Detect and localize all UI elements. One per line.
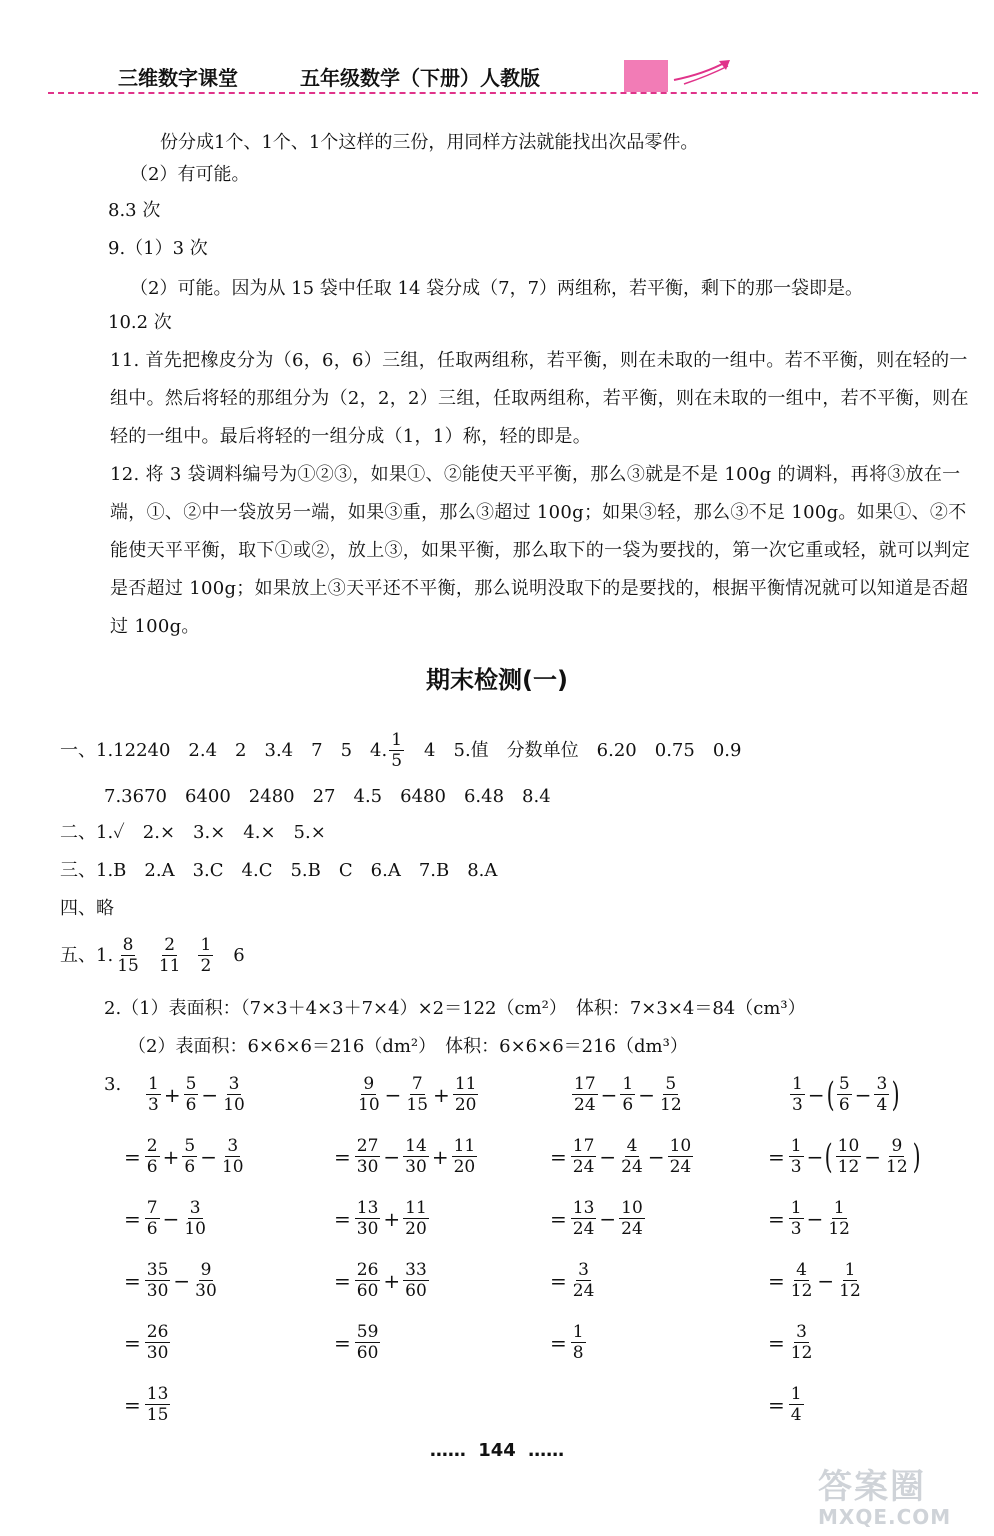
- fraction-denominator: 20: [454, 1095, 477, 1115]
- part5-q2a: 2.（1）表面积：（7×3＋4×3＋7×4）×2＝122（cm²） 体积：7×3×4＝84（cm³）: [104, 998, 806, 1019]
- calc-c2-step-5: [334, 1322, 382, 1363]
- operator: −: [854, 1082, 872, 1107]
- fraction: [572, 1074, 598, 1115]
- part3-line: 三、1.B 2.A 3.C 4.C 5.B C 6.A 7.B 8.A: [60, 860, 498, 881]
- header-series: 三维数字课堂: [118, 66, 238, 90]
- answer-line-5: （2）可能。因为从 15 袋中任取 14 袋分成（7，7）两组称，若平衡，剩下的那一袋即是。: [130, 278, 864, 299]
- equals-sign: =: [124, 1206, 141, 1231]
- fraction: [184, 1074, 199, 1115]
- fraction-numerator: 9: [363, 1074, 375, 1094]
- part1-fraction: [389, 730, 404, 771]
- part5-q3-label: 3.: [104, 1074, 122, 1095]
- fraction-denominator: 6: [184, 1157, 196, 1177]
- fraction: [182, 1136, 197, 1177]
- operator: −: [806, 1144, 824, 1169]
- operator: −: [807, 1082, 825, 1107]
- fraction: [145, 1384, 171, 1425]
- answer-line-2: （2）有可能。: [130, 164, 250, 185]
- page-number: 144: [478, 1440, 516, 1461]
- part1-suffix: 4 5.值 分数单位 6.20 0.75 0.9: [406, 739, 742, 761]
- calc-c1-step-3: [124, 1198, 210, 1239]
- calc-c3-step-5: [550, 1322, 588, 1363]
- fraction-denominator: 12: [886, 1157, 908, 1177]
- fraction: [668, 1136, 694, 1177]
- fraction-denominator: 30: [146, 1343, 169, 1363]
- part5-fraction-3-num: 1: [200, 935, 212, 955]
- calc-c1-step-4: [124, 1260, 221, 1301]
- calc-c2-step-2: [334, 1136, 479, 1177]
- equals-sign: =: [768, 1144, 785, 1169]
- fraction-denominator: 24: [572, 1219, 595, 1239]
- parenthesis: (: [825, 1136, 833, 1177]
- fraction-numerator: 3: [876, 1074, 888, 1094]
- fraction: [355, 1136, 381, 1177]
- fraction-numerator: 3: [189, 1198, 201, 1218]
- fraction: [145, 1260, 171, 1301]
- calc-c4-step-2: [768, 1136, 921, 1177]
- fraction-numerator: 35: [146, 1260, 169, 1280]
- part5-tail: 6: [233, 944, 245, 966]
- fraction-numerator: 1: [572, 1322, 584, 1342]
- fraction-denominator: 30: [195, 1281, 217, 1301]
- operator: −: [638, 1082, 655, 1107]
- fraction-numerator: 9: [891, 1136, 903, 1156]
- fraction: [571, 1198, 597, 1239]
- operator: +: [433, 1082, 450, 1107]
- watermark-text-1: 答案圈: [818, 1467, 926, 1507]
- fraction: [571, 1260, 597, 1301]
- fraction-numerator: 1: [833, 1198, 845, 1218]
- fraction-denominator: 12: [660, 1095, 682, 1115]
- fraction: [146, 1074, 161, 1115]
- fraction-denominator: 8: [572, 1343, 584, 1363]
- fraction: [658, 1074, 684, 1115]
- page-footer: [0, 1440, 994, 1461]
- fraction-numerator: 26: [146, 1322, 169, 1342]
- parenthesis: ): [891, 1074, 900, 1115]
- fraction-numerator: 13: [572, 1198, 595, 1218]
- fraction-numerator: 1: [790, 1198, 802, 1218]
- operator: +: [162, 1144, 180, 1169]
- part4-line: 四、略: [60, 898, 114, 919]
- fraction-numerator: 11: [405, 1198, 427, 1218]
- equals-sign: =: [334, 1144, 351, 1169]
- equals-sign: =: [334, 1330, 351, 1355]
- fraction-numerator: 10: [837, 1136, 860, 1156]
- part2-line: 二、1.✓ 2.× 3.× 4.× 5.×: [60, 822, 326, 843]
- fraction-numerator: 3: [796, 1322, 807, 1342]
- part5-q2b: （2）表面积：6×6×6＝216（dm²） 体积：6×6×6＝216（dm³）: [128, 1036, 688, 1057]
- fraction: [221, 1074, 247, 1115]
- operator: +: [163, 1082, 181, 1107]
- operator: −: [864, 1144, 882, 1169]
- fraction-numerator: 13: [356, 1198, 379, 1218]
- equals-sign: =: [124, 1392, 141, 1417]
- fraction-denominator: 3: [790, 1219, 802, 1239]
- fraction-numerator: 10: [621, 1198, 643, 1218]
- part5-fraction-2-den: 11: [158, 956, 181, 976]
- fraction-denominator: 12: [828, 1219, 850, 1239]
- fraction: [789, 1322, 815, 1363]
- fraction: [453, 1074, 479, 1115]
- fraction: [355, 1322, 381, 1363]
- part1-prefix: 一、1.12240 2.4 2 3.4 7 5 4.: [60, 739, 388, 761]
- answer-line-3: 8.3 次: [108, 200, 161, 221]
- calc-c1-step-1: [144, 1074, 249, 1115]
- fraction-denominator: 4: [790, 1405, 802, 1425]
- operator: −: [383, 1144, 401, 1169]
- fraction-denominator: 15: [146, 1405, 169, 1425]
- fraction-denominator: 24: [621, 1157, 643, 1177]
- fraction: [826, 1198, 852, 1239]
- part1-fraction-den: 5: [391, 751, 403, 771]
- fraction-numerator: 9: [200, 1260, 212, 1280]
- equals-sign: =: [550, 1330, 567, 1355]
- fraction: [403, 1136, 429, 1177]
- equals-sign: =: [124, 1330, 141, 1355]
- answer-line-6: 10.2 次: [108, 312, 172, 333]
- footer-dots-right: ……: [528, 1440, 565, 1461]
- fraction-numerator: 4: [796, 1260, 807, 1280]
- fraction-denominator: 60: [356, 1343, 379, 1363]
- fraction-denominator: 30: [146, 1281, 169, 1301]
- answer-line-1: 份分成1个、1个、1个这样的三份，用同样方法就能找出次品零件。: [160, 132, 699, 153]
- fraction-numerator: 27: [356, 1136, 379, 1156]
- fraction-numerator: 17: [572, 1136, 595, 1156]
- fraction-denominator: 15: [406, 1095, 429, 1115]
- fraction-denominator: 30: [356, 1157, 379, 1177]
- fraction-numerator: 17: [574, 1074, 596, 1094]
- fraction-numerator: 5: [665, 1074, 677, 1094]
- fraction-numerator: 1: [622, 1074, 634, 1094]
- fraction-numerator: 11: [453, 1136, 476, 1156]
- fraction: [619, 1136, 645, 1177]
- calc-c2-step-3: [334, 1198, 431, 1239]
- operator: +: [383, 1268, 401, 1293]
- fraction-denominator: 10: [184, 1219, 206, 1239]
- fraction: [356, 1074, 382, 1115]
- calc-c1-step-6: [124, 1384, 172, 1425]
- fraction-numerator: 1: [790, 1136, 802, 1156]
- answer-q12: 12. 将 3 袋调料编号为①②③，如果①、②能使天平平衡，那么③就是不是 100g 的调料，再将③放在一端，①、②中一袋放另一端，如果③重，那么③超过 100g；如果③轻，那么③不足 100g。如果①、②不能使天平平衡，取下①或②，放上③，如果平衡，那么取下的一袋为要找的，第一次它重或轻，就可以判定是否超过 100g；如果放上③天平还不平衡，那么说明没取下的是要找的，根据平衡情况就可以知道是否超过 100g。: [110, 464, 971, 637]
- fraction-denominator: 24: [621, 1219, 643, 1239]
- fraction-denominator: 30: [356, 1219, 379, 1239]
- fraction-numerator: 10: [669, 1136, 692, 1156]
- operator: −: [817, 1268, 835, 1293]
- fraction-denominator: 10: [221, 1157, 244, 1177]
- fraction: [145, 1136, 160, 1177]
- operator: −: [162, 1206, 180, 1231]
- operator: −: [599, 1206, 617, 1231]
- fraction: [571, 1322, 586, 1363]
- part5-fraction-2-num: 2: [164, 935, 176, 955]
- fraction-denominator: 4: [876, 1095, 888, 1115]
- fraction-denominator: 6: [838, 1095, 850, 1115]
- operator: −: [599, 1144, 617, 1169]
- fraction-denominator: 12: [837, 1157, 860, 1177]
- fraction-numerator: 59: [356, 1322, 379, 1342]
- fraction-denominator: 6: [146, 1219, 158, 1239]
- fraction: [789, 1260, 815, 1301]
- fraction: [403, 1198, 429, 1239]
- header-decoration-block: [624, 60, 668, 92]
- fraction-numerator: 5: [185, 1074, 197, 1094]
- calc-c2-step-4: [334, 1260, 431, 1301]
- fraction-denominator: 3: [792, 1095, 803, 1115]
- calc-c1-step-5: [124, 1322, 172, 1363]
- fraction-denominator: 20: [405, 1219, 427, 1239]
- equals-sign: =: [768, 1268, 785, 1293]
- calc-c3-step-4: [550, 1260, 598, 1301]
- fraction: [874, 1074, 889, 1115]
- part5-prefix: 五、1.: [60, 944, 114, 966]
- header-book-title: 五年级数学（下册）人教版: [300, 66, 540, 90]
- rocket-icon: [664, 58, 734, 88]
- watermark-text-2: MXQE.COM: [818, 1505, 952, 1529]
- calc-c3-step-1: [570, 1074, 686, 1115]
- fraction-numerator: 1: [844, 1260, 856, 1280]
- fraction: [355, 1198, 381, 1239]
- answer-line-4: 9.（1）3 次: [108, 238, 208, 259]
- operator: −: [200, 1144, 217, 1169]
- fraction: [837, 1260, 863, 1301]
- equals-sign: =: [124, 1144, 141, 1169]
- fraction: [145, 1198, 160, 1239]
- fraction-denominator: 10: [358, 1095, 380, 1115]
- fraction-denominator: 6: [185, 1095, 197, 1115]
- parenthesis: (: [826, 1074, 835, 1115]
- fraction-numerator: 33: [405, 1260, 427, 1280]
- fraction: [884, 1136, 910, 1177]
- footer-dots-left: ……: [429, 1440, 466, 1461]
- fraction-denominator: 24: [574, 1095, 596, 1115]
- operator: +: [383, 1206, 401, 1231]
- operator: −: [173, 1268, 191, 1293]
- part5-fraction-1-den: 15: [117, 956, 139, 976]
- fraction-numerator: 1: [148, 1074, 159, 1094]
- fraction-denominator: 6: [146, 1157, 158, 1177]
- fraction-denominator: 12: [790, 1343, 813, 1363]
- part1-line2: 7.3670 6400 2480 27 4.5 6480 6.48 8.4: [104, 786, 551, 807]
- operator: −: [647, 1144, 665, 1169]
- fraction-denominator: 20: [453, 1157, 476, 1177]
- part5-fraction-3: [198, 935, 213, 976]
- part1-line1: [60, 730, 741, 771]
- fraction-numerator: 3: [578, 1260, 589, 1280]
- calc-c1-step-2: [124, 1136, 248, 1177]
- operator: −: [201, 1082, 219, 1107]
- fraction-numerator: 11: [454, 1074, 477, 1094]
- part5-fraction-1: [115, 935, 141, 976]
- calc-c4-step-6: [768, 1384, 806, 1425]
- part1-fraction-num: 1: [391, 730, 403, 750]
- equals-sign: =: [768, 1330, 785, 1355]
- calc-c4-step-5: [768, 1322, 816, 1363]
- fraction: [355, 1260, 381, 1301]
- fraction: [620, 1074, 635, 1115]
- calc-c3-step-2: [550, 1136, 695, 1177]
- operator: −: [806, 1206, 824, 1231]
- fraction: [836, 1136, 862, 1177]
- fraction-denominator: 30: [405, 1157, 427, 1177]
- section-title: 期末检测(一): [426, 666, 568, 694]
- part5-fraction-3-den: 2: [200, 956, 212, 976]
- fraction: [404, 1074, 430, 1115]
- part5-fraction-1-num: 8: [122, 935, 134, 955]
- fraction-numerator: 3: [228, 1074, 240, 1094]
- equals-sign: =: [768, 1392, 785, 1417]
- fraction-denominator: 12: [839, 1281, 861, 1301]
- fraction-numerator: 7: [411, 1074, 423, 1094]
- equals-sign: =: [550, 1206, 567, 1231]
- fraction: [403, 1260, 429, 1301]
- equals-sign: =: [550, 1144, 567, 1169]
- fraction-numerator: 13: [146, 1384, 169, 1404]
- fraction-denominator: 3: [148, 1095, 159, 1115]
- fraction-numerator: 3: [227, 1136, 239, 1156]
- fraction-denominator: 3: [790, 1157, 802, 1177]
- operator: +: [431, 1144, 449, 1169]
- fraction-denominator: 24: [572, 1157, 595, 1177]
- fraction: [193, 1260, 219, 1301]
- fraction: [571, 1136, 597, 1177]
- fraction-numerator: 1: [790, 1384, 802, 1404]
- fraction-denominator: 10: [223, 1095, 245, 1115]
- fraction: [789, 1198, 804, 1239]
- fraction: [837, 1074, 852, 1115]
- fraction: [790, 1074, 805, 1115]
- operator: −: [384, 1082, 402, 1107]
- fraction-numerator: 2: [146, 1136, 158, 1156]
- equals-sign: =: [124, 1268, 141, 1293]
- fraction-numerator: 7: [146, 1198, 158, 1218]
- equals-sign: =: [334, 1206, 351, 1231]
- fraction-denominator: 12: [790, 1281, 813, 1301]
- calc-c4-step-1: [788, 1074, 901, 1115]
- header-dashed-rule: [48, 92, 978, 94]
- fraction-denominator: 6: [622, 1095, 634, 1115]
- calc-c3-step-3: [550, 1198, 647, 1239]
- fraction: [452, 1136, 478, 1177]
- fraction-denominator: 60: [356, 1281, 379, 1301]
- fraction: [789, 1384, 804, 1425]
- fraction: [789, 1136, 804, 1177]
- operator: −: [600, 1082, 618, 1107]
- fraction-numerator: 14: [405, 1136, 427, 1156]
- equals-sign: =: [334, 1268, 351, 1293]
- fraction-numerator: 5: [838, 1074, 850, 1094]
- equals-sign: =: [768, 1206, 785, 1231]
- part5-line1: [60, 935, 245, 976]
- fraction: [182, 1198, 208, 1239]
- calc-c2-step-1: [354, 1074, 480, 1115]
- calc-c4-step-3: [768, 1198, 854, 1239]
- fraction-denominator: 24: [669, 1157, 692, 1177]
- calc-c4-step-4: [768, 1260, 865, 1301]
- answer-q11: 11. 首先把橡皮分为（6，6，6）三组，任取两组称，若平衡，则在未取的一组中。若不平衡，则在轻的一组中。然后将轻的那组分为（2，2，2）三组，任取两组称，若平衡，则在未取的一组中，若不平衡，则在轻的一组中。最后将轻的一组分成（1，1）称，轻的即是。: [110, 350, 969, 447]
- equals-sign: =: [550, 1268, 567, 1293]
- fraction: [220, 1136, 246, 1177]
- part5-fraction-2: [157, 935, 183, 976]
- watermark: [818, 1468, 978, 1532]
- parenthesis: ): [912, 1136, 921, 1177]
- fraction: [145, 1322, 171, 1363]
- fraction-numerator: 5: [184, 1136, 196, 1156]
- fraction-numerator: 26: [356, 1260, 379, 1280]
- fraction-denominator: 24: [572, 1281, 595, 1301]
- fraction: [619, 1198, 645, 1239]
- fraction-numerator: 4: [626, 1136, 638, 1156]
- fraction-numerator: 1: [792, 1074, 803, 1094]
- fraction-denominator: 60: [405, 1281, 427, 1301]
